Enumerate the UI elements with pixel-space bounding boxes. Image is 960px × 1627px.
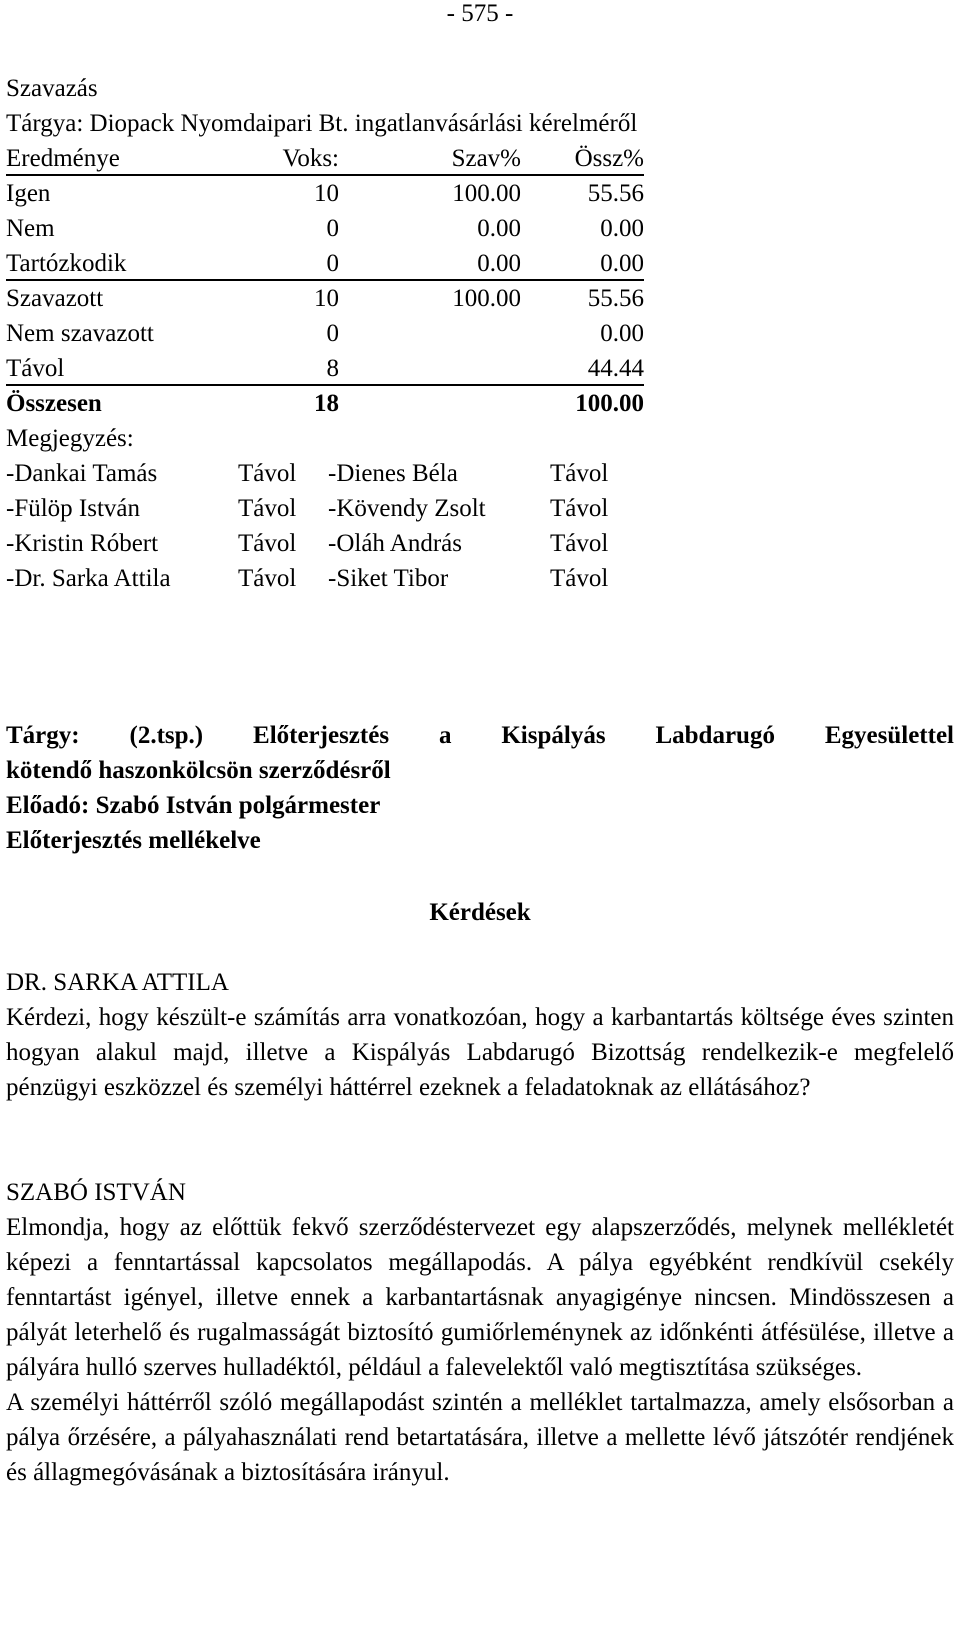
row-total-percent: 100.00 — [575, 390, 644, 417]
note-status: Távol — [550, 460, 609, 487]
agenda-subject-line2: kötendő haszonkölcsön szerződésről — [6, 757, 391, 784]
table-row-total — [6, 386, 650, 421]
table-row — [6, 211, 650, 246]
row-total-percent: 55.56 — [587, 180, 644, 207]
row-total-percent: 0.00 — [600, 320, 644, 347]
note-name: -Kövendy Zsolt — [328, 495, 486, 522]
row-label: Tartózkodik — [6, 250, 127, 277]
vote-table-header — [6, 141, 644, 176]
table-row — [6, 246, 644, 281]
note-name: -Dr. Sarka Attila — [6, 565, 171, 592]
row-total-percent: 55.56 — [587, 285, 644, 312]
row-votes: 8 — [326, 355, 339, 382]
row-label: Nem — [6, 215, 55, 242]
note-name: -Kristin Róbert — [6, 530, 159, 557]
row-label: Igen — [6, 180, 51, 207]
vote-section — [6, 71, 650, 596]
speaker-name: DR. SARKA ATTILA — [6, 969, 229, 996]
note-status: Távol — [550, 530, 609, 557]
notes-label: Megjegyzés: — [6, 425, 134, 452]
vote-subject: Tárgya: Diopack Nyomdaipari Bt. ingatlanvásárlási kérelméről — [6, 110, 638, 137]
row-label: Nem szavazott — [6, 320, 154, 347]
note-row — [6, 456, 650, 491]
note-status: Távol — [238, 460, 297, 487]
note-name: -Dienes Béla — [328, 460, 458, 487]
row-votes: 10 — [314, 285, 339, 312]
row-votes: 0 — [326, 320, 339, 347]
note-status: Távol — [238, 530, 297, 557]
page-number: - 575 - — [446, 0, 514, 27]
vote-heading: Szavazás — [6, 75, 98, 102]
row-vote-percent — [339, 316, 521, 351]
row-label: Távol — [6, 355, 65, 382]
note-status: Távol — [238, 495, 297, 522]
row-vote-percent — [339, 386, 521, 421]
row-label: Összesen — [6, 390, 102, 417]
table-row — [6, 281, 650, 316]
note-status: Távol — [550, 495, 609, 522]
note-name: -Oláh András — [328, 530, 462, 557]
speaker-name: SZABÓ ISTVÁN — [6, 1179, 186, 1206]
row-label: Szavazott — [6, 285, 104, 312]
row-votes: 0 — [326, 215, 339, 242]
row-vote-percent: 0.00 — [477, 250, 521, 277]
note-status: Távol — [550, 565, 609, 592]
note-name: -Dankai Tamás — [6, 460, 158, 487]
header-vote-percent: Szav% — [451, 145, 521, 172]
speech-text-2: A személyi háttérről szóló megállapodást szintén a melléklet tartalmazza, amely elsősorban a pálya őrzésére, a pályahasználati rend betartatására, illetve a mellette lévő játszótér rendjének és állagmegóvásának a biztosítására irányul. — [6, 1389, 954, 1486]
row-total-percent: 0.00 — [600, 215, 644, 242]
table-row — [6, 176, 650, 211]
note-name: -Siket Tibor — [328, 565, 449, 592]
note-name: -Fülöp István — [6, 495, 141, 522]
row-vote-percent — [339, 351, 521, 384]
speech-szabo — [6, 1175, 954, 1490]
agenda-item — [6, 718, 954, 858]
row-vote-percent: 100.00 — [452, 285, 521, 312]
note-row — [6, 491, 650, 526]
speech-text: Kérdezi, hogy készült-e számítás arra vonatkozóan, hogy a karbantartás költsége éves szinten hogyan alakul majd, illetve a Kispályás Labdarugó Bizottság rendelkezik-e megfelelő pénzügyi eszközzel és személyi háttérrel ezeknek a feladatoknak az ellátásához? — [6, 1004, 954, 1101]
agenda-attachment: Előterjesztés mellékelve — [6, 827, 261, 854]
header-result: Eredménye — [6, 145, 120, 172]
questions-title: Kérdések — [429, 899, 531, 926]
speech-sarka — [6, 965, 954, 1105]
note-status: Távol — [238, 565, 297, 592]
header-votes: Voks: — [282, 145, 339, 172]
agenda-presenter: Előadó: Szabó István polgármester — [6, 792, 381, 819]
table-row — [6, 351, 644, 386]
row-votes: 0 — [326, 250, 339, 277]
row-vote-percent: 0.00 — [477, 215, 521, 242]
row-total-percent: 44.44 — [587, 355, 644, 382]
table-row — [6, 316, 650, 351]
agenda-subject-line1: Tárgy: (2.tsp.) Előterjesztés a Kispályás Labdarugó Egyesülettel — [6, 722, 954, 749]
header-total-percent: Össz% — [574, 145, 644, 172]
row-total-percent: 0.00 — [600, 250, 644, 277]
row-vote-percent: 100.00 — [452, 180, 521, 207]
row-votes: 18 — [314, 390, 339, 417]
note-row — [6, 561, 650, 596]
note-row — [6, 526, 650, 561]
row-votes: 10 — [314, 180, 339, 207]
speech-text: Elmondja, hogy az előttük fekvő szerződéstervezet egy alapszerződés, melynek mellékletét képezi a fenntartással kapcsolatos megállapodás. A pálya egyébként rendkívül csekély fenntartást igényel, illetve ennek a karbantartásnak anyagigénye nincsen. Mindösszesen a pályát leterhelő és rugalmasságát biztosító gumiőrleménynek az időnkénti átfésülése, illetve a pályára hulló szerves hulladéktól, például a falevelektől való megtisztítása szükséges. — [6, 1214, 954, 1381]
